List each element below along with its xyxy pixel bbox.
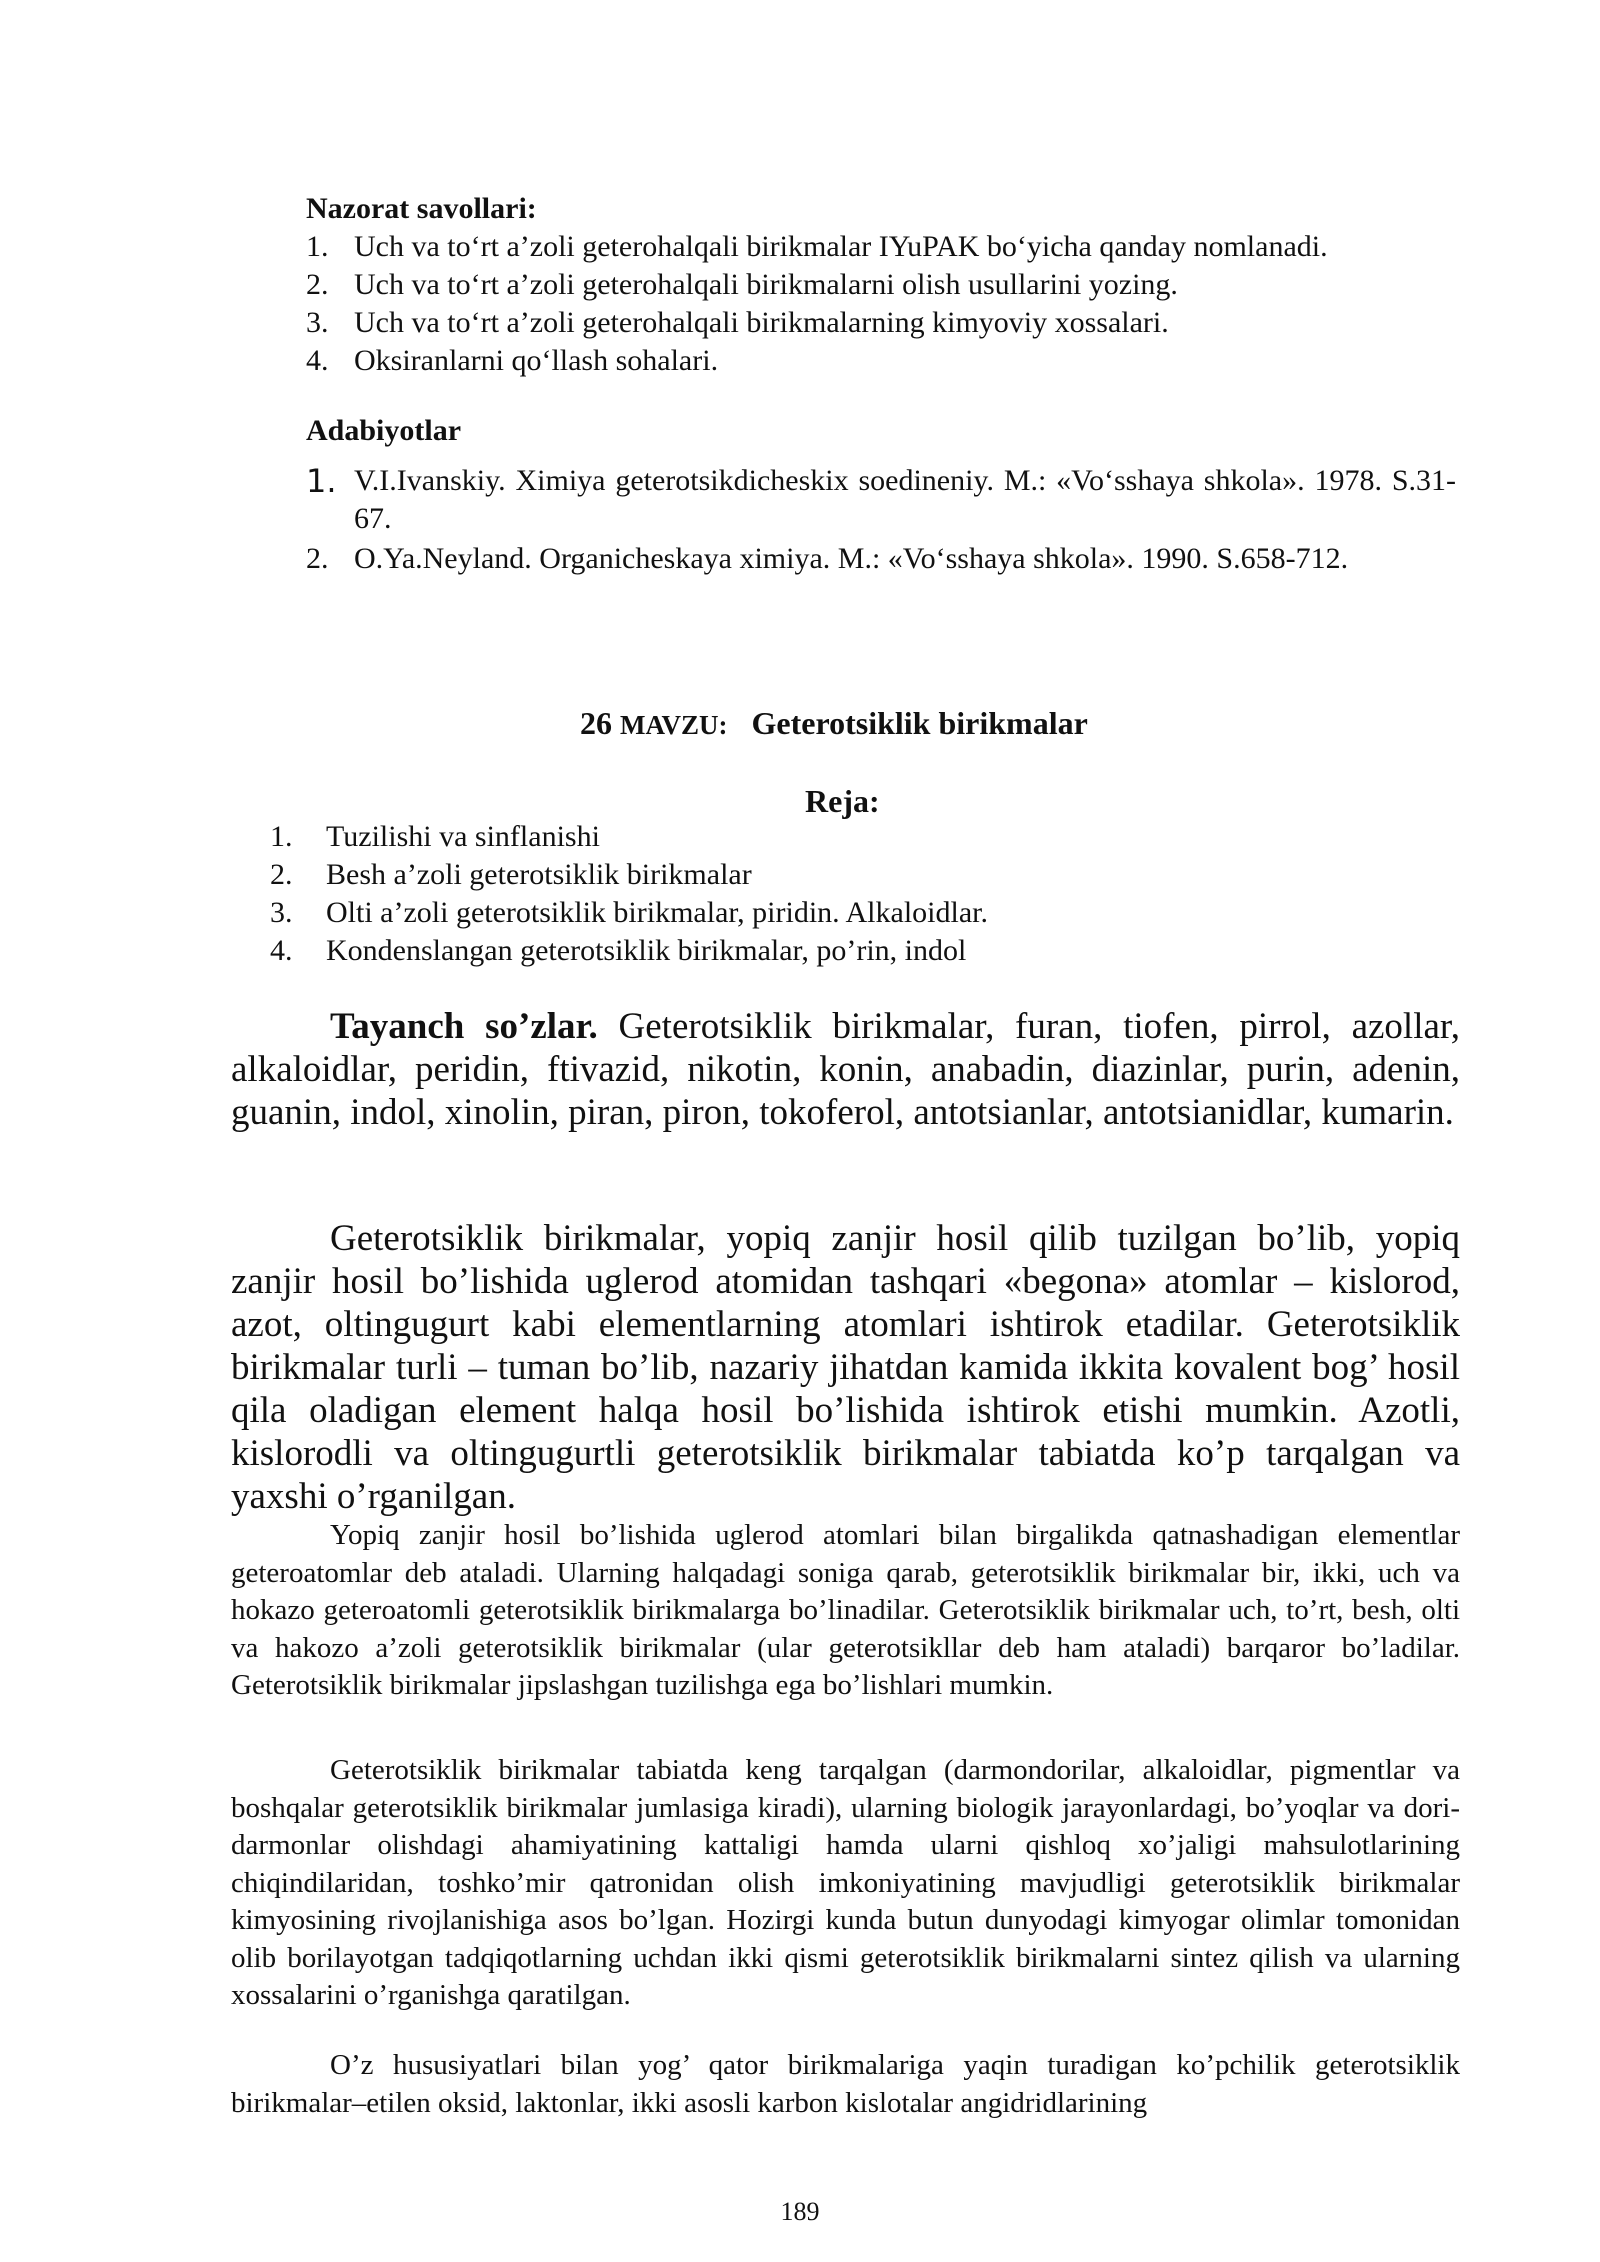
item-number: 1. — [270, 820, 293, 853]
topic-name: Geterotsiklik birikmalar — [751, 705, 1088, 741]
item-number: 2. — [306, 268, 329, 301]
list-item — [306, 462, 1456, 538]
control-questions-list — [306, 228, 1456, 380]
topic-label: MAVZU: — [620, 710, 728, 740]
item-number: 1. — [306, 230, 329, 263]
literature-heading: Adabiyotlar — [306, 414, 462, 447]
item-text: V.I.Ivanskiy. Ximiya geterotsikdicheskix soedineniy. M.: «Vo‘sshaya shkola». 1978. S.31-67. — [354, 464, 1456, 535]
control-questions-section — [306, 190, 1456, 380]
item-number: 4. — [270, 934, 293, 967]
list-item — [270, 932, 1170, 970]
keywords-text: Geterotsiklik birikmalar, furan, tiofen, pirrol, azollar, alkaloidlar, peridin, ftivazid, nikotin, konin, anabadin, diazinlar, purin, adenin, guanin, indol, xinolin, piran, piron, tokoferol, antotsianlar, antotsianidlar, kumarin. — [231, 1006, 1460, 1133]
list-item — [270, 856, 1170, 894]
literature-section — [306, 412, 1456, 578]
body-paragraph: Yopiq zanjir hosil bo’lishida uglerod atomlari bilan birgalikda qatnashadigan elementlar geteroatomlar deb ataladi. Ularning halqadagi soniga qarab, geterotsiklik birikmalar bir, ikki, uch va hokazo geteroatomli geterotsiklik birikmalarga bo’linadilar. Geterotsiklik birikmalar uch, to’rt, besh, olti va hakozo a’zoli geterotsiklik birikmalar (ular geterotsikllar deb ham ataladi) barqaror bo’ladilar. Geterotsiklik birikmalar jipslashgan tuzilishga ega bo’lishlari mumkin. — [231, 1519, 1460, 1701]
item-text: Tuzilishi va sinflanishi — [326, 820, 600, 853]
list-item — [306, 304, 1456, 342]
item-text: Uch va to‘rt a’zoli geterohalqali birikmalarning kimyoviy xossalari. — [354, 306, 1169, 339]
topic-number: 26 — [580, 705, 612, 741]
item-number: 2. — [270, 858, 293, 891]
plan-list — [270, 818, 1170, 970]
item-text: Besh a’zoli geterotsiklik birikmalar — [326, 858, 752, 891]
item-number: 3. — [270, 896, 293, 929]
page-number: 189 — [780, 2197, 820, 2226]
control-questions-heading: Nazorat savollari: — [306, 192, 537, 225]
item-number: 3. — [306, 306, 329, 339]
keywords-paragraph — [231, 1005, 1460, 1134]
item-text: Olti a’zoli geterotsiklik birikmalar, piridin. Alkaloidlar. — [326, 896, 988, 929]
body-paragraph: Geterotsiklik birikmalar, yopiq zanjir hosil qilib tuzilgan bo’lib, yopiq zanjir hosil bo’lishida uglerod atomidan tashqari «begona» atomlar – kislorod, azot, oltingugurt kabi elementlarning atomlari ishtirok etadilar. Geterotsiklik birikmalar turli – tuman bo’lib, nazariy jihatdan kamida ikkita kovalent bog’ hosil qila oladigan element halqa hosil bo’lishida ishtirok etishi mumkin. Azotli, kislorodli va oltingugurtli geterotsiklik birikmalar tabiatda ko’p tarqalgan va yaxshi o’rganilgan. — [231, 1218, 1460, 1517]
item-number: 4. — [306, 344, 329, 377]
item-text: Oksiranlarni qo‘llash sohalari. — [354, 344, 719, 377]
list-item — [306, 342, 1456, 380]
body-paragraph: Geterotsiklik birikmalar tabiatda keng tarqalgan (darmondorilar, alkaloidlar, pigmentlar va boshqalar geterotsiklik birikmalar jumlasiga kiradi), ularning biologik jarayonlardagi, bo’yoqlar va dori-darmonlar olishdagi ahamiyatining kattaligi hamda ularni qishloq xo’jaligi mahsulotlarining chiqindilaridan, toshko’mir qatronidan olish imkoniyatining mavjudligi geterotsiklik birikmalar kimyosining rivojlanishiga asos bo’lgan. Hozirgi kunda butun dunyodagi kimyogar olimlar tomonidan olib borilayotgan tadqiqotlarning uchdan ikki qismi geterotsiklik birikmalarni sintez qilish va ularning xossalarini o’rganishga qaratilgan. — [231, 1754, 1460, 2011]
keywords-label: Tayanch so’zlar. — [330, 1006, 598, 1047]
list-item — [270, 818, 1170, 856]
list-item — [306, 540, 1456, 578]
item-number: 1. — [306, 462, 337, 500]
topic-title — [580, 705, 1088, 742]
item-text: O.Ya.Neyland. Organicheskaya ximiya. M.: «Vo‘sshaya shkola». 1990. S.658-712. — [354, 542, 1349, 575]
plan-heading: Reja: — [805, 783, 880, 819]
list-item — [306, 228, 1456, 266]
list-item — [270, 894, 1170, 932]
item-number: 2. — [306, 542, 329, 575]
item-text: Uch va to‘rt a’zoli geterohalqali birikmalar IYuPAK bo‘yicha qanday nomlanadi. — [354, 230, 1328, 263]
body-paragraph: O’z hususiyatlari bilan yog’ qator birikmalariga yaqin turadigan ko’pchilik geterotsiklik birikmalar–etilen oksid, laktonlar, ikki asosli karbon kislotalar angidridlarining — [231, 2049, 1460, 2119]
item-text: Uch va to‘rt a’zoli geterohalqali birikmalarni olish usullarini yozing. — [354, 268, 1178, 301]
list-item — [306, 266, 1456, 304]
item-text: Kondenslangan geterotsiklik birikmalar, po’rin, indol — [326, 934, 967, 967]
